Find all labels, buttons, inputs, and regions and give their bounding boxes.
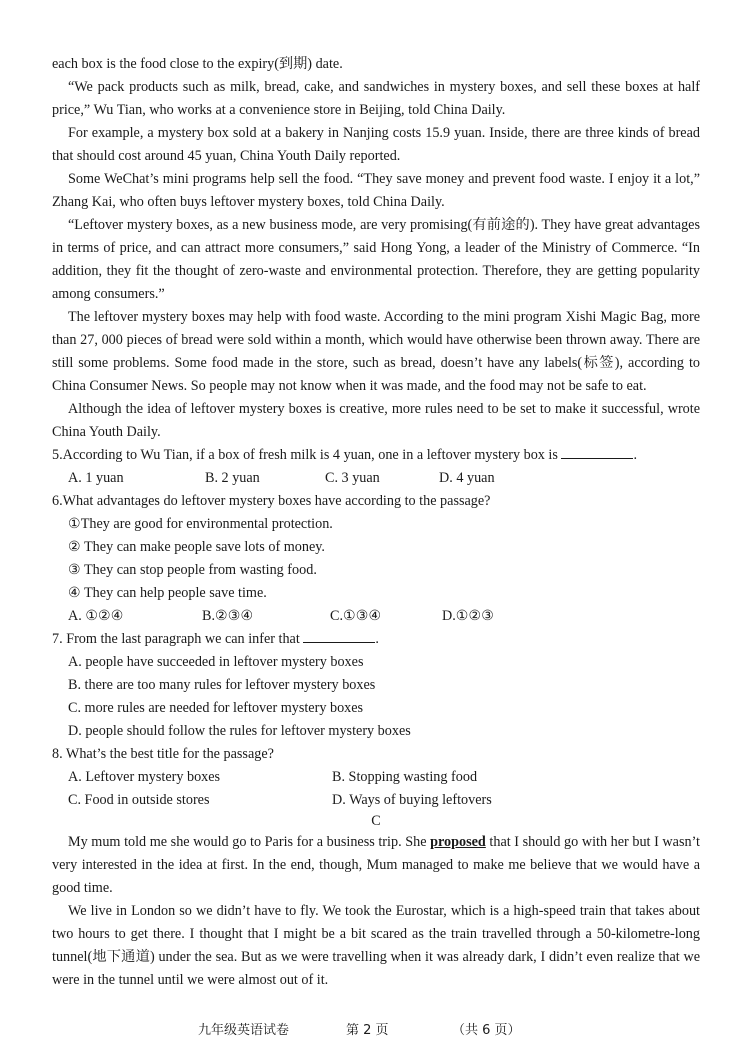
question-5-stem: 5.According to Wu Tian, if a box of fresh milk is 4 yuan, one in a leftover mystery box is — [52, 447, 558, 463]
passage-b-paragraph-1: “We pack products such as milk, bread, cake, and sandwiches in mystery boxes, and sell these boxes at half price,” Wu Tian, who works at a convenience store in Beijing, told China Daily. — [52, 79, 700, 118]
answer-blank — [561, 446, 633, 459]
section-c-heading: C — [371, 813, 381, 829]
option-b: B. Stopping wasting food — [332, 769, 478, 785]
footer-exam-title: 九年级英语试卷 — [198, 1023, 290, 1038]
option-c: C. 3 yuan — [325, 470, 380, 486]
passage-c-paragraph-1 — [52, 831, 700, 900]
keyword-proposed: proposed — [430, 834, 486, 850]
passage-b-paragraph-0: each box is the food close to the expiry(到期) date. — [52, 56, 343, 72]
footer-page-number: 第 2 页 — [346, 1023, 389, 1038]
option-b: B.②③④ — [202, 608, 254, 624]
page-content — [52, 53, 700, 992]
question-6-item-4: ④ They can help people save time. — [68, 585, 267, 601]
option-d: D. Ways of buying leftovers — [332, 792, 492, 808]
option-d: D. 4 yuan — [439, 470, 495, 486]
question-7-stem: 7. From the last paragraph we can infer that — [52, 631, 300, 647]
option-a: A. ①②④ — [68, 608, 124, 624]
question-7-option-b: B. there are too many rules for leftover mystery boxes — [68, 677, 376, 693]
question-6-item-2: ② They can make people save lots of money. — [68, 539, 325, 555]
option-b: B. 2 yuan — [205, 470, 260, 486]
question-6-item-1: ①They are good for environmental protection. — [68, 516, 333, 532]
passage-b-paragraph-2: For example, a mystery box sold at a bakery in Nanjing costs 15.9 yuan. Inside, there are three kinds of bread that should cost around 45 yuan, China Youth Daily reported. — [52, 125, 700, 164]
question-5 — [52, 444, 700, 467]
option-c: C. Food in outside stores — [68, 792, 210, 808]
passage-b-paragraph-5: The leftover mystery boxes may help with food waste. According to the mini program Xishi Magic Bag, more than 27, 000 pieces of bread were sold within a month, which would have otherwise been thrown away. There are still some problems. Some food made in the store, such as bread, doesn’t have any labels(标签), according to China Consumer News. So people may not know when it was made, and the food may not be safe to eat. — [52, 309, 700, 394]
question-8-options — [68, 766, 700, 812]
footer-total-pages: （共 6 页） — [452, 1023, 521, 1038]
question-6-options — [68, 605, 700, 628]
option-a: A. Leftover mystery boxes — [68, 769, 221, 785]
question-7-option-c: C. more rules are needed for leftover mystery boxes — [68, 700, 364, 716]
question-7-option-a: A. people have succeeded in leftover mystery boxes — [68, 654, 364, 670]
question-7-option-d: D. people should follow the rules for leftover mystery boxes — [68, 723, 411, 739]
option-d: D.①②③ — [442, 608, 494, 624]
question-6-stem: 6.What advantages do leftover mystery boxes have according to the passage? — [52, 493, 491, 509]
passage-b-paragraph-6: Although the idea of leftover mystery boxes is creative, more rules need to be set to make it successful, wrote China Youth Daily. — [52, 401, 700, 440]
passage-b-paragraph-3: Some WeChat’s mini programs help sell the food. “They save money and prevent food waste. I enjoy it a lot,” Zhang Kai, who often buys leftover mystery boxes, told China Daily. — [52, 171, 700, 210]
question-6-item-3: ③ They can stop people from wasting food. — [68, 562, 317, 578]
question-5-options — [68, 467, 700, 490]
question-7 — [52, 628, 700, 651]
option-c: C.①③④ — [330, 608, 382, 624]
passage-c-paragraph-2: We live in London so we didn’t have to fly. We took the Eurostar, which is a high-speed train that takes about two hours to get there. I thought that I might be a bit scared as the train travelled through a 50-kilometre-long tunnel(地下通道) under the sea. But as we were travelling when it was already dark, I didn’t even realize that we were in the tunnel until we were almost out of it. — [52, 903, 700, 988]
option-a: A. 1 yuan — [68, 470, 124, 486]
question-7-end: . — [375, 631, 379, 647]
passage-b-paragraph-4: “Leftover mystery boxes, as a new business mode, are very promising(有前途的). They have great advantages in terms of price, and can attract more consumers,” said Hong Yong, a leader of the Ministry of Commerce. “In addition, they fit the thought of zero-waste and environmental protection. Therefore, they are getting popularity among consumers.” — [52, 217, 700, 302]
passage-c-text: that I should go with her but I wasn’t very interested in the idea at first. In the end, though, Mum managed to make me believe that we would have a good time. — [52, 834, 700, 896]
question-5-end: . — [633, 447, 637, 463]
answer-blank — [303, 630, 375, 643]
passage-c-text: My mum told me she would go to Paris for a business trip. She — [68, 834, 431, 850]
question-8-stem: 8. What’s the best title for the passage? — [52, 746, 274, 762]
